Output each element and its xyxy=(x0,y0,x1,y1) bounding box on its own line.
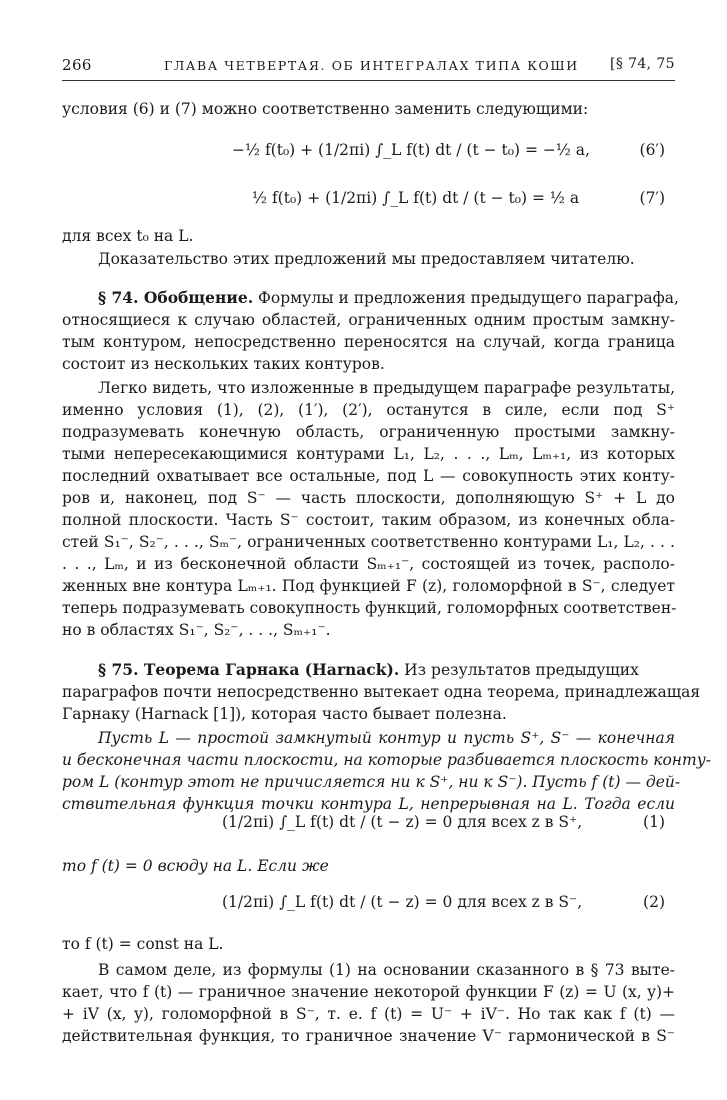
proof-line: В самом деле, из формулы (1) на основании сказанного в § 73 выте- xyxy=(98,961,675,979)
section-74-para2-line: тыми непересекающимися контурами L₁, L₂, . . ., Lₘ, Lₘ₊₁, из которых xyxy=(62,445,675,463)
theorem-line: ром L (контур этот не причисляется ни к S⁺, ни к S⁻). Пусть f (t) — дей- xyxy=(62,773,681,791)
const-line: то f (t) = const на L. xyxy=(62,935,224,953)
equation-number-1: (1) xyxy=(643,813,665,831)
section-75-line: Гарнаку (Harnack [1]), которая часто бывает полезна. xyxy=(62,705,507,723)
section-75-first-line xyxy=(98,660,639,680)
section-74-para2-line: но в областях S₁⁻, S₂⁻, . . ., Sₘ₊₁⁻. xyxy=(62,621,331,639)
proof-line: действительная функция, то граничное значение V⁻ гармонической в S⁻ xyxy=(62,1027,675,1045)
chapter-title: ГЛАВА ЧЕТВЕРТАЯ. ОБ ИНТЕГРАЛАХ ТИПА КОШИ xyxy=(164,58,579,73)
header-rule xyxy=(62,80,675,81)
equation-number-2: (2) xyxy=(643,893,665,911)
section-74-para2-line: именно условия (1), (2), (1′), (2′), останутся в силе, если под S⁺ xyxy=(62,401,675,419)
equation-number-7prime: (7′) xyxy=(639,189,665,207)
page-number: 266 xyxy=(62,56,92,74)
formula-6prime: −½ f(t₀) + (1/2πi) ∫_L f(t) dt / (t − t₀) = −½ a, xyxy=(232,141,590,159)
section-reference: [§ 74, 75 xyxy=(609,56,675,72)
section-74-line: относящиеся к случаю областей, ограниченных одним простым замкну- xyxy=(62,311,675,329)
section-74-line: Формулы и предложения предыдущего параграфа, xyxy=(253,289,679,307)
formula-1: (1/2πi) ∫_L f(t) dt / (t − z) = 0 для всех z в S⁺, xyxy=(222,813,583,831)
section-75-heading: § 75. Теорема Гарнака (Harnack). xyxy=(98,660,400,679)
formula-2: (1/2πi) ∫_L f(t) dt / (t − z) = 0 для всех z в S⁻, xyxy=(222,893,583,911)
proof-line: кает, что f (t) — граничное значение некоторой функции F (z) = U (x, y)+ xyxy=(62,983,675,1001)
section-75-line: параграфов почти непосредственно вытекает одна теорема, принадлежащая xyxy=(62,683,701,701)
running-head xyxy=(62,56,675,80)
intro-line: условия (6) и (7) можно соответственно заменить следующими: xyxy=(62,100,589,118)
section-74-para2-line: ров и, наконец, под S⁻ — часть плоскости, дополняющую S⁺ + L до xyxy=(62,489,675,507)
section-74-para2-line: . . ., Lₘ, и из бесконечной области Sₘ₊₁⁻, состоящей из точек, располо- xyxy=(62,555,675,573)
section-74-line: тым контуром, непосредственно переносятся на случай, когда граница xyxy=(62,333,675,351)
proof-left-line: Доказательство этих предложений мы предоставляем читателю. xyxy=(98,250,635,268)
section-75-line: Из результатов предыдущих xyxy=(399,661,639,679)
formula-7prime: ½ f(t₀) + (1/2πi) ∫_L f(t) dt / (t − t₀) = ½ a xyxy=(252,189,580,207)
theorem-line: ствительная функция точки контура L, непрерывная на L. Тогда если xyxy=(62,795,675,813)
equation-number-6prime: (6′) xyxy=(639,141,665,159)
section-74-para2-line: Легко видеть, что изложенные в предыдущем параграфе результаты, xyxy=(98,379,675,397)
theorem-line: и бесконечная части плоскости, на которые разбивается плоскость конту- xyxy=(62,751,711,769)
section-74-para2-line: подразумевать конечную область, ограниченную простыми замкну- xyxy=(62,423,675,441)
section-74-para2-line: последний охватывает все остальные, под L — совокупность этих конту- xyxy=(62,467,675,485)
section-74-line: состоит из нескольких таких контуров. xyxy=(62,355,385,373)
section-74-para2-line: теперь подразумевать совокупность функций, голоморфных соответствен- xyxy=(62,599,677,617)
for-all-line: для всех t₀ на L. xyxy=(62,227,194,245)
section-74-para2-line: полной плоскости. Часть S⁻ состоит, таким образом, из конечных обла- xyxy=(62,511,675,529)
theorem-line: Пусть L — простой замкнутый контур и пусть S⁺, S⁻ — конечная xyxy=(98,729,675,747)
section-74-para2-line: стей S₁⁻, S₂⁻, . . ., Sₘ⁻, ограниченных соответственно контурами L₁, L₂, . . . xyxy=(62,533,675,551)
section-74-para2-line: женных вне контура Lₘ₊₁. Под функцией F (z), голоморфной в S⁻, следует xyxy=(62,577,675,595)
section-74-heading: § 74. Обобщение. xyxy=(98,288,254,307)
proof-line: + iV (x, y), голоморфной в S⁻, т. е. f (t) = U⁻ + iV⁻. Но так как f (t) — xyxy=(62,1005,675,1023)
section-74-first-line xyxy=(98,288,679,308)
then-line: то f (t) = 0 всюду на L. Если же xyxy=(62,857,329,875)
